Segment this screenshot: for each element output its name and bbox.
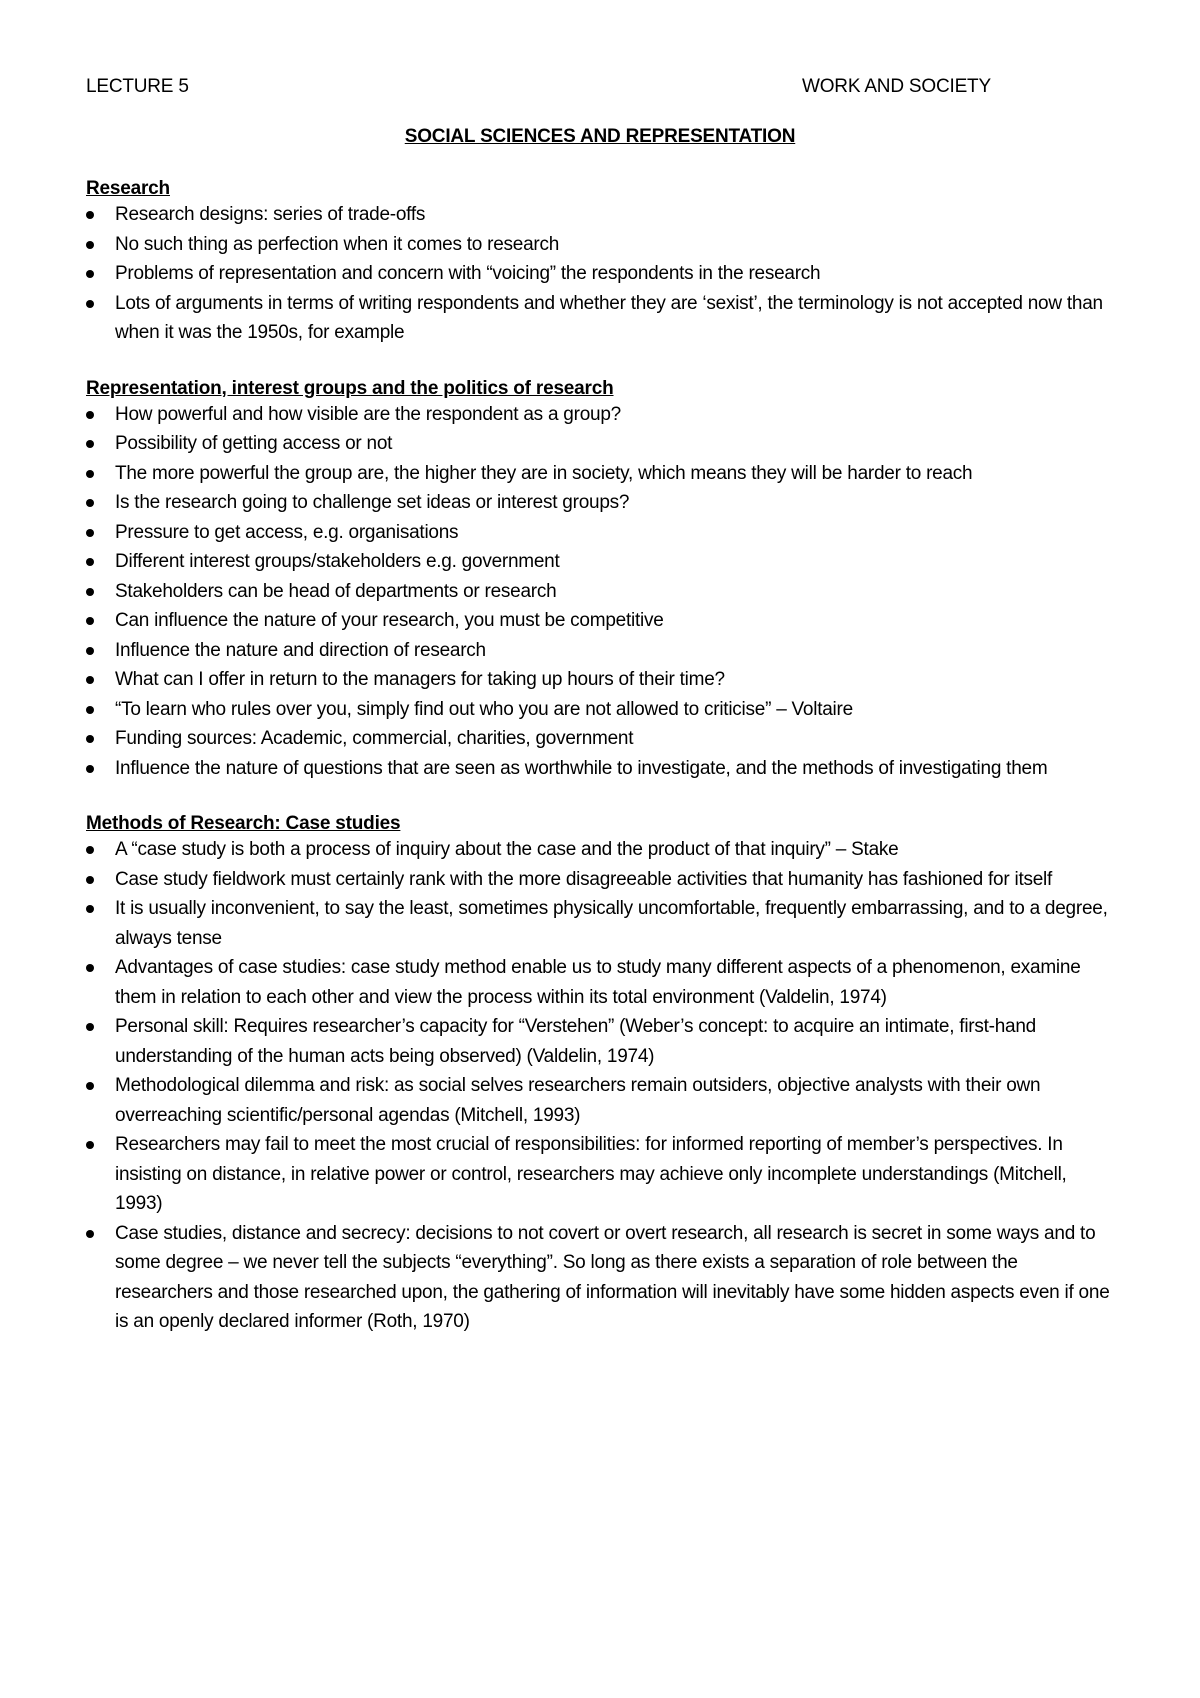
bullet-item	[86, 606, 1116, 636]
bullet-icon	[86, 617, 94, 625]
bullet-text: Problems of representation and concern with “voicing” the respondents in the research	[115, 263, 821, 284]
bullet-text: How powerful and how visible are the respondent as a group?	[115, 403, 621, 425]
bullet-item	[86, 259, 1116, 289]
bullet-text: It is usually inconvenient, to say the least, sometimes physically uncomfortable, frequently embarrassing, and to a degree, always tense	[115, 898, 1108, 949]
bullet-icon	[86, 676, 94, 684]
bullet-item	[86, 724, 1116, 754]
bullet-icon	[86, 499, 94, 507]
bullet-list	[86, 400, 1200, 784]
bullet-item	[86, 459, 1116, 489]
section	[86, 378, 1200, 784]
bullet-icon	[86, 270, 94, 278]
section-heading: Methods of Research: Case studies	[86, 813, 401, 834]
bullet-text: The more powerful the group are, the higher they are in society, which means they will be harder to reach	[115, 462, 973, 484]
bullet-icon	[86, 588, 94, 596]
bullet-item	[86, 953, 1116, 1012]
bullet-text: Advantages of case studies: case study method enable us to study many different aspects of a phenomenon, examine them in relation to each other and view the process within its total environment (Valdelin, 1974)	[115, 957, 1081, 1008]
bullet-item	[86, 577, 1116, 607]
bullet-item	[86, 400, 1116, 430]
bullet-icon	[86, 411, 94, 419]
bullet-icon	[86, 765, 94, 773]
bullet-text: Possibility of getting access or not	[115, 433, 393, 454]
bullet-item	[86, 289, 1116, 348]
bullet-text: “To learn who rules over you, simply find out who you are not allowed to criticise” – Voltaire	[115, 698, 853, 720]
bullet-text: Researchers may fail to meet the most crucial of responsibilities: for informed reporting of member’s perspectives. In insisting on distance, in relative power or control, researchers may achieve only incomplete understandings (Mitchell, 1993)	[115, 1134, 1067, 1214]
bullet-text: Methodological dilemma and risk: as social selves researchers remain outsiders, objective analysts with their own overreaching scientific/personal agendas (Mitchell, 1993)	[115, 1075, 1041, 1126]
bullet-icon	[86, 241, 94, 249]
section	[86, 813, 1200, 1337]
bullet-item	[86, 894, 1116, 953]
bullet-icon	[86, 558, 94, 566]
page-header	[86, 72, 1200, 102]
bullet-item	[86, 865, 1116, 895]
section	[86, 178, 1200, 348]
bullet-item	[86, 695, 1116, 725]
bullet-icon	[86, 1023, 94, 1031]
bullet-item	[86, 1012, 1116, 1071]
bullet-text: Influence the nature of questions that are seen as worthwhile to investigate, and the methods of investigating them	[115, 757, 1048, 779]
bullet-item	[86, 518, 1116, 548]
bullet-text: Pressure to get access, e.g. organisations	[115, 521, 459, 543]
bullet-item	[86, 1071, 1116, 1130]
lecture-label: LECTURE 5	[86, 76, 189, 97]
bullet-text: Stakeholders can be head of departments or research	[115, 580, 557, 602]
bullet-icon	[86, 647, 94, 655]
bullet-icon	[86, 846, 94, 854]
bullet-item	[86, 230, 1116, 260]
bullet-item	[86, 547, 1116, 577]
bullet-text: Lots of arguments in terms of writing respondents and whether they are ‘sexist’, the terminology is not accepted now than when it was the 1950s, for example	[115, 292, 1103, 343]
bullet-icon	[86, 1230, 94, 1238]
bullet-item	[86, 1130, 1116, 1219]
bullet-icon	[86, 964, 94, 972]
bullet-text: Different interest groups/stakeholders e.g. government	[115, 551, 560, 572]
document-title: SOCIAL SCIENCES AND REPRESENTATION	[404, 126, 796, 147]
bullet-text: Funding sources: Academic, commercial, charities, government	[115, 728, 634, 749]
bullet-icon	[86, 300, 94, 308]
bullet-item	[86, 200, 1116, 230]
bullet-icon	[86, 905, 94, 913]
bullet-icon	[86, 876, 94, 884]
bullet-item	[86, 488, 1116, 518]
bullet-icon	[86, 211, 94, 219]
bullet-text: No such thing as perfection when it comes to research	[115, 233, 560, 255]
section-heading: Research	[86, 178, 170, 199]
course-label: WORK AND SOCIETY	[802, 76, 991, 97]
bullet-text: Research designs: series of trade-offs	[115, 204, 426, 225]
bullet-text: A “case study is both a process of inquiry about the case and the product of that inquiry” – Stake	[115, 839, 899, 860]
bullet-icon	[86, 1082, 94, 1090]
bullet-icon	[86, 529, 94, 537]
bullet-item	[86, 1219, 1116, 1337]
bullet-item	[86, 835, 1116, 865]
bullet-icon	[86, 440, 94, 448]
bullet-icon	[86, 706, 94, 714]
bullet-icon	[86, 735, 94, 743]
bullet-text: Influence the nature and direction of research	[115, 639, 486, 661]
bullet-item	[86, 429, 1116, 459]
bullet-text: Can influence the nature of your research, you must be competitive	[115, 610, 664, 631]
bullet-text: Case studies, distance and secrecy: decisions to not covert or overt research, all research is secret in some ways and to some degree – we never tell the subjects “everything”. So long as there exists a separation of role between the researchers and those researched upon, the gathering of information will inevitably have some hidden aspects even if one is an openly declared informer (Roth, 1970)	[115, 1222, 1110, 1332]
bullet-list	[86, 835, 1200, 1337]
document-body	[86, 178, 1200, 1337]
bullet-item	[86, 636, 1116, 666]
bullet-item	[86, 665, 1116, 695]
bullet-item	[86, 754, 1116, 784]
bullet-list	[86, 200, 1200, 348]
bullet-icon	[86, 1141, 94, 1149]
bullet-text: Personal skill: Requires researcher’s capacity for “Verstehen” (Weber’s concept: to acquire an intimate, first-hand understanding of the human acts being observed) (Valdelin, 1974)	[115, 1016, 1036, 1067]
bullet-text: Case study fieldwork must certainly rank with the more disagreeable activities that humanity has fashioned for itself	[115, 868, 1053, 890]
bullet-text: Is the research going to challenge set ideas or interest groups?	[115, 492, 630, 513]
bullet-icon	[86, 470, 94, 478]
section-heading: Representation, interest groups and the politics of research	[86, 377, 614, 399]
bullet-text: What can I offer in return to the managers for taking up hours of their time?	[115, 669, 725, 690]
